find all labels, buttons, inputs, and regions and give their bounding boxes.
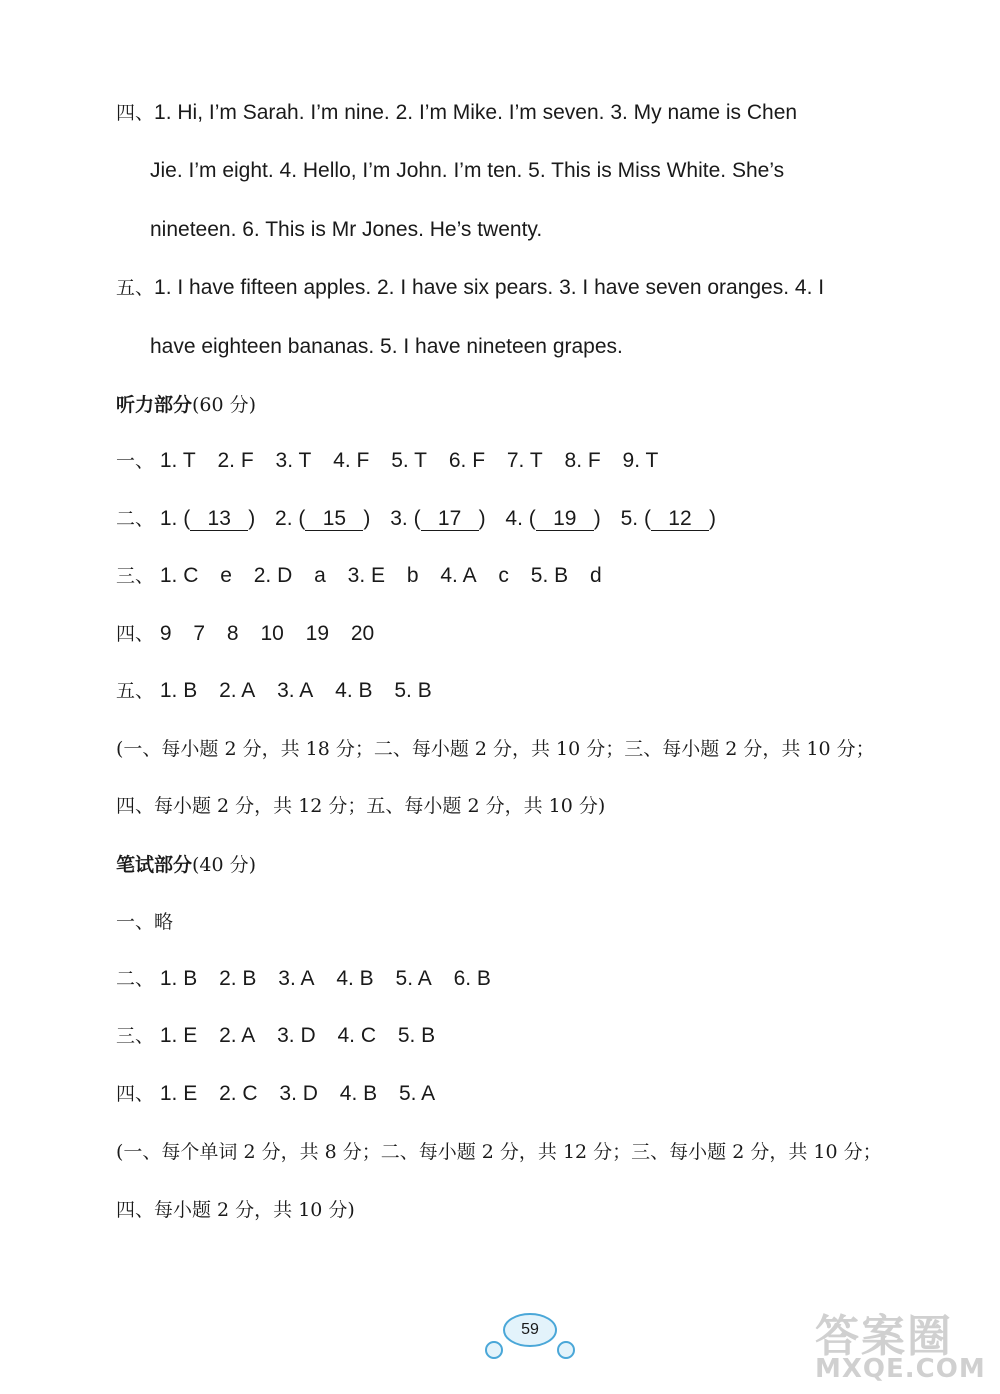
- answer-item: 4. C: [337, 1024, 376, 1047]
- writing-s1-row: 一、略: [116, 911, 174, 933]
- answer-item: 2. A: [219, 1024, 256, 1047]
- answer-item: 1. B: [159, 967, 198, 990]
- fill-blank-answer: 15: [305, 508, 363, 531]
- section-label: 五、: [116, 681, 155, 702]
- answer-item: 8. F: [564, 449, 601, 472]
- writing-prev-s4-line3: [150, 215, 542, 245]
- answer-text: 1. Hi, I’m Sarah. I’m nine. 2. I’m Mike. I’m seven. 3. My name is Chen: [154, 101, 798, 124]
- answer-item: 9. T: [622, 449, 659, 472]
- section-score: (40 分): [192, 854, 257, 876]
- writing-prev-s5-line1: [116, 273, 824, 304]
- answer-item: 2. A: [219, 679, 256, 702]
- answer-item: 2. F: [217, 449, 254, 472]
- section-label: 二、: [116, 969, 155, 990]
- writing-s3-row: [116, 1021, 435, 1052]
- answer-text: have eighteen bananas. 5. I have nineteen grapes.: [150, 335, 623, 358]
- section-label: 三、: [116, 1026, 155, 1047]
- answer-item: 3. A: [277, 679, 314, 702]
- watermark-logo: [805, 1300, 995, 1390]
- answer-item: 5. B: [394, 679, 432, 702]
- answer-item: 19: [305, 622, 330, 645]
- fill-blank-answer: 13: [190, 508, 248, 531]
- listening-s3-row: [116, 561, 602, 592]
- answer-item: 1. B: [159, 679, 198, 702]
- answer-item: 1. C: [159, 564, 199, 587]
- answer-item: 5. T: [391, 449, 427, 472]
- answer-item: 8: [226, 622, 239, 645]
- writing-score-note-2: 四、每小题 2 分，共 10 分): [116, 1199, 355, 1221]
- section-label: 五、: [116, 278, 155, 299]
- writing-s4-row: [116, 1079, 435, 1110]
- answer-item: 9: [159, 622, 172, 645]
- fill-blank-answer: 12: [651, 508, 709, 531]
- answer-item: 4. B: [336, 967, 374, 990]
- writing-heading: [116, 850, 256, 880]
- answer-item: a: [314, 564, 326, 587]
- answer-item: 5. B: [397, 1024, 436, 1047]
- writing-prev-s4-line2: [150, 156, 784, 186]
- answer-item: 5. A: [398, 1082, 436, 1105]
- listening-score-note-1: (一、每小题 2 分，共 18 分；二、每小题 2 分，共 10 分；三、每小题 2 分，共 10 分；: [116, 738, 875, 760]
- fill-blank-item: 1. ( 13 ): [159, 507, 256, 530]
- answer-item: 10: [260, 622, 284, 645]
- answer-item: 6. B: [453, 967, 491, 990]
- answer-item: 3. T: [275, 449, 312, 472]
- answer-item: 6. F: [448, 449, 486, 472]
- section-score: (60 分): [192, 394, 257, 416]
- page-number: 59: [521, 1321, 539, 1338]
- watermark-logo-text: 答案圈: [815, 1311, 953, 1362]
- answer-text: nineteen. 6. This is Mr Jones. He’s twenty.: [150, 218, 543, 241]
- section-title: 笔试部分: [116, 854, 193, 876]
- answer-item: 5. A: [395, 967, 432, 990]
- writing-s2-row: [116, 964, 491, 995]
- writing-prev-s4-line1: [116, 98, 797, 129]
- fill-blank-answer: 17: [421, 508, 479, 531]
- fill-blank-item: 5. ( 12 ): [620, 507, 716, 530]
- section-title: 听力部分: [116, 394, 193, 416]
- section-label: 四、: [116, 1084, 155, 1105]
- listening-s2-row: [116, 504, 716, 535]
- section-label: 二、: [116, 509, 155, 530]
- answer-item: 2. B: [219, 967, 257, 990]
- fill-blank-answer: 19: [536, 508, 594, 531]
- fill-blank-item: 3. ( 17 ): [390, 507, 486, 530]
- answer-item: 4. B: [339, 1082, 378, 1105]
- answer-text: Jie. I’m eight. 4. Hello, I’m John. I’m ten. 5. This is Miss White. She’s: [150, 159, 785, 182]
- answer-item: 3. D: [277, 1024, 316, 1047]
- watermark-url: MXQE.COM: [815, 1354, 986, 1384]
- answer-item: 4. A: [440, 564, 477, 587]
- listening-s4-row: [116, 619, 374, 650]
- section-label: 四、: [116, 103, 155, 124]
- listening-s5-row: [116, 676, 432, 707]
- listening-score-note-2: 四、每小题 2 分，共 12 分；五、每小题 2 分，共 10 分): [116, 795, 606, 817]
- listening-heading: [116, 390, 256, 420]
- answer-item: 1. E: [159, 1024, 198, 1047]
- answer-item: 2. D: [253, 564, 293, 587]
- answer-item: 1. E: [159, 1082, 198, 1105]
- writing-prev-s5-line2: [150, 332, 623, 362]
- section-label: 四、: [116, 624, 155, 645]
- writing-score-note-1: (一、每个单词 2 分，共 8 分；二、每小题 2 分，共 12 分；三、每小题 2 分，共 10 分；: [116, 1141, 882, 1163]
- listening-s1-row: [116, 446, 658, 477]
- answer-item: 4. B: [335, 679, 373, 702]
- answer-item: 3. A: [278, 967, 315, 990]
- answer-item: e: [220, 564, 232, 587]
- answer-text: 1. I have fifteen apples. 2. I have six pears. 3. I have seven oranges. 4. I: [154, 276, 825, 299]
- answer-item: b: [406, 564, 419, 587]
- answer-item: 20: [350, 622, 375, 645]
- answer-item: 3. D: [279, 1082, 318, 1105]
- section-label: 一、: [116, 451, 155, 472]
- page-number-badge: [482, 1308, 578, 1368]
- answer-item: 4. F: [333, 449, 370, 472]
- answer-item: 7. T: [506, 449, 543, 472]
- answer-item: 2. C: [219, 1082, 258, 1105]
- answer-item: 7: [193, 622, 206, 645]
- answer-item: 5. B: [530, 564, 569, 587]
- answer-item: 1. T: [159, 449, 196, 472]
- answer-item: 3. E: [347, 564, 385, 587]
- answer-item: c: [498, 564, 509, 587]
- fill-blank-item: 2. ( 15 ): [275, 507, 371, 530]
- section-label: 三、: [116, 566, 155, 587]
- fill-blank-item: 4. ( 19 ): [505, 507, 601, 530]
- answer-item: d: [589, 564, 602, 587]
